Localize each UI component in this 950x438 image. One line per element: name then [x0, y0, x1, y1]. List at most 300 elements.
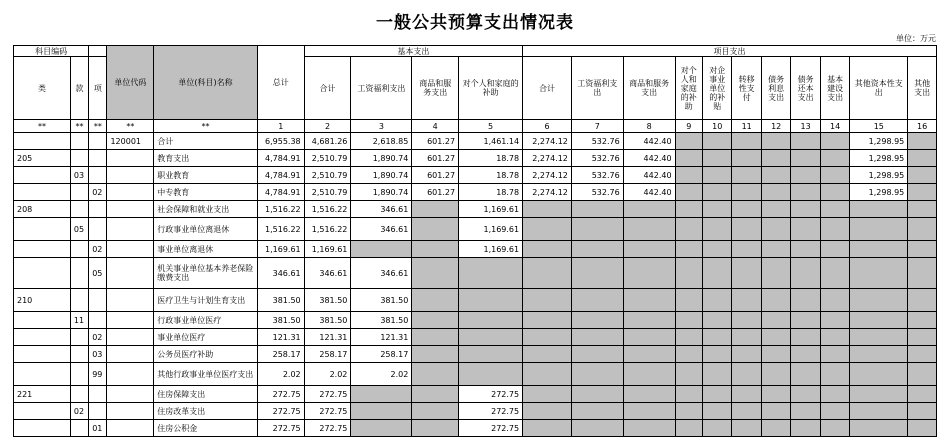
value-cell	[761, 184, 790, 201]
value-cell	[412, 218, 459, 241]
value-cell: 4,784.91	[257, 150, 304, 167]
value-cell	[571, 363, 623, 386]
value-cell	[702, 329, 731, 346]
kind-code-cell: 05	[70, 218, 88, 241]
value-cell	[623, 363, 675, 386]
value-cell	[459, 329, 523, 346]
value-cell	[675, 150, 702, 167]
value-cell	[908, 201, 937, 218]
value-cell	[732, 420, 761, 437]
header-mark: **	[154, 120, 258, 133]
budget-table	[13, 45, 937, 437]
kind-code-cell	[70, 184, 88, 201]
value-cell: 272.75	[304, 403, 351, 420]
header-project-col: 债务还本支出	[791, 57, 820, 120]
value-cell: 532.76	[571, 184, 623, 201]
value-cell	[732, 258, 761, 289]
value-cell: 2.02	[304, 363, 351, 386]
value-cell	[623, 241, 675, 258]
value-cell	[820, 403, 849, 420]
header-project-col: 转移性支付	[732, 57, 761, 120]
value-cell	[412, 363, 459, 386]
value-cell	[761, 241, 790, 258]
value-cell	[675, 403, 702, 420]
value-cell	[571, 420, 623, 437]
header-column-number: 1	[257, 120, 304, 133]
kind-code-cell	[70, 150, 88, 167]
item-code-cell: 02	[89, 329, 107, 346]
value-cell	[571, 312, 623, 329]
value-cell	[820, 150, 849, 167]
value-cell	[732, 150, 761, 167]
value-cell	[908, 289, 937, 312]
unit-name-cell: 医疗卫生与计划生育支出	[154, 289, 258, 312]
value-cell: 18.78	[459, 150, 523, 167]
value-cell	[412, 420, 459, 437]
value-cell	[732, 184, 761, 201]
header-column-number: 11	[732, 120, 761, 133]
value-cell	[412, 201, 459, 218]
value-cell: 442.40	[623, 184, 675, 201]
unit-name-cell: 行政事业单位医疗	[154, 312, 258, 329]
value-cell	[523, 403, 572, 420]
value-cell	[412, 289, 459, 312]
value-cell	[523, 386, 572, 403]
header-mark: **	[14, 120, 71, 133]
value-cell	[850, 386, 908, 403]
unit-name-cell: 教育支出	[154, 150, 258, 167]
class-code-cell	[14, 363, 71, 386]
header-column-number: 4	[412, 120, 459, 133]
value-cell: 2,510.79	[304, 184, 351, 201]
value-cell	[732, 289, 761, 312]
unit-code-cell	[107, 241, 154, 258]
header-column-number: 6	[523, 120, 572, 133]
header-basic-col: 对个人和家庭的补助	[459, 57, 523, 120]
class-code-cell	[14, 184, 71, 201]
value-cell	[702, 218, 731, 241]
value-cell	[791, 403, 820, 420]
header-project-col: 对个人和家庭的补助	[675, 57, 702, 120]
value-cell	[908, 386, 937, 403]
value-cell	[850, 363, 908, 386]
value-cell: 346.61	[304, 258, 351, 289]
value-cell	[523, 420, 572, 437]
value-cell: 272.75	[257, 420, 304, 437]
value-cell	[623, 403, 675, 420]
value-cell	[571, 258, 623, 289]
header-project-col: 其他支出	[908, 57, 937, 120]
value-cell: 2,510.79	[304, 167, 351, 184]
kind-code-cell	[70, 133, 88, 150]
item-code-cell	[89, 312, 107, 329]
value-cell	[761, 363, 790, 386]
value-cell	[702, 312, 731, 329]
value-cell	[702, 363, 731, 386]
value-cell	[732, 167, 761, 184]
value-cell	[908, 150, 937, 167]
value-cell	[791, 420, 820, 437]
table-row	[14, 346, 937, 363]
header-project-col: 工资福利支出	[571, 57, 623, 120]
value-cell	[820, 329, 849, 346]
header-basic-col: 合计	[304, 57, 351, 120]
value-cell: 601.27	[412, 133, 459, 150]
value-cell	[675, 346, 702, 363]
value-cell	[523, 312, 572, 329]
value-cell	[761, 386, 790, 403]
header-project-col: 合计	[523, 57, 572, 120]
value-cell	[675, 289, 702, 312]
value-cell	[791, 289, 820, 312]
value-cell	[820, 184, 849, 201]
value-cell: 1,298.95	[850, 150, 908, 167]
value-cell	[850, 346, 908, 363]
header-project-col: 对企事业单位的补贴	[702, 57, 731, 120]
header-unit-code: 单位代码	[107, 46, 154, 120]
value-cell	[761, 403, 790, 420]
table-row	[14, 241, 937, 258]
item-code-cell: 02	[89, 241, 107, 258]
value-cell	[761, 201, 790, 218]
unit-code-cell	[107, 258, 154, 289]
unit-name-cell: 公务员医疗补助	[154, 346, 258, 363]
header-column-number: 8	[623, 120, 675, 133]
header-column-number: 2	[304, 120, 351, 133]
value-cell	[675, 329, 702, 346]
value-cell	[820, 258, 849, 289]
item-code-cell	[89, 167, 107, 184]
unit-name-cell: 职业教育	[154, 167, 258, 184]
value-cell	[850, 420, 908, 437]
value-cell	[675, 201, 702, 218]
value-cell: 532.76	[571, 167, 623, 184]
value-cell: 532.76	[571, 133, 623, 150]
class-code-cell	[14, 167, 71, 184]
table-row	[14, 363, 937, 386]
item-code-cell	[89, 218, 107, 241]
value-cell: 381.50	[257, 289, 304, 312]
value-cell	[850, 218, 908, 241]
value-cell	[820, 346, 849, 363]
header-project-group: 项目支出	[523, 46, 937, 57]
value-cell	[523, 329, 572, 346]
value-cell	[702, 258, 731, 289]
value-cell: 4,784.91	[257, 184, 304, 201]
value-cell: 1,169.61	[304, 241, 351, 258]
header-project-col: 债务利息支出	[761, 57, 790, 120]
value-cell: 1,461.14	[459, 133, 523, 150]
value-cell	[523, 346, 572, 363]
header-column-number: 5	[459, 120, 523, 133]
kind-code-cell	[70, 329, 88, 346]
item-code-cell	[89, 150, 107, 167]
value-cell: 272.75	[304, 386, 351, 403]
value-cell	[702, 420, 731, 437]
value-cell	[571, 201, 623, 218]
value-cell	[791, 150, 820, 167]
value-cell	[761, 346, 790, 363]
value-cell	[791, 329, 820, 346]
item-code-cell	[89, 403, 107, 420]
value-cell	[791, 218, 820, 241]
value-cell	[623, 289, 675, 312]
value-cell: 1,169.61	[459, 241, 523, 258]
unit-code-cell	[107, 312, 154, 329]
value-cell	[908, 133, 937, 150]
value-cell	[675, 218, 702, 241]
value-cell	[702, 150, 731, 167]
value-cell	[908, 167, 937, 184]
unit-code-cell	[107, 167, 154, 184]
kind-code-cell	[70, 241, 88, 258]
value-cell	[908, 258, 937, 289]
unit-code-cell	[107, 329, 154, 346]
kind-code-cell	[70, 420, 88, 437]
value-cell: 346.61	[351, 218, 412, 241]
value-cell: 2,618.85	[351, 133, 412, 150]
item-code-cell	[89, 133, 107, 150]
value-cell	[791, 312, 820, 329]
value-cell	[908, 403, 937, 420]
value-cell	[850, 403, 908, 420]
unit-code-cell	[107, 386, 154, 403]
value-cell	[702, 346, 731, 363]
class-code-cell	[14, 403, 71, 420]
value-cell: 121.31	[257, 329, 304, 346]
value-cell: 346.61	[257, 258, 304, 289]
value-cell: 2.02	[257, 363, 304, 386]
table-row	[14, 289, 937, 312]
item-code-cell	[89, 201, 107, 218]
header-column-number: 14	[820, 120, 849, 133]
unit-code-cell	[107, 363, 154, 386]
value-cell: 18.78	[459, 167, 523, 184]
value-cell: 1,516.22	[304, 218, 351, 241]
value-cell: 272.75	[257, 386, 304, 403]
value-cell	[702, 167, 731, 184]
value-cell	[675, 167, 702, 184]
kind-code-cell	[70, 386, 88, 403]
value-cell	[675, 241, 702, 258]
value-cell	[459, 363, 523, 386]
header-subject-code: 科目编码	[14, 46, 89, 57]
page-title: 一般公共预算支出情况表	[376, 13, 574, 33]
header-column-number: 10	[702, 120, 731, 133]
value-cell	[761, 289, 790, 312]
header-item: 项	[89, 57, 107, 120]
header-basic-col: 商品和服务支出	[412, 57, 459, 120]
unit-code-cell	[107, 150, 154, 167]
value-cell	[412, 312, 459, 329]
item-code-cell: 03	[89, 346, 107, 363]
value-cell	[732, 241, 761, 258]
item-code-cell: 99	[89, 363, 107, 386]
value-cell	[412, 403, 459, 420]
value-cell: 2,274.12	[523, 184, 572, 201]
value-cell	[702, 289, 731, 312]
class-code-cell	[14, 420, 71, 437]
class-code-cell	[14, 346, 71, 363]
value-cell: 381.50	[304, 289, 351, 312]
value-cell: 1,169.61	[257, 241, 304, 258]
class-code-cell: 205	[14, 150, 71, 167]
value-cell	[523, 201, 572, 218]
unit-name-cell: 社会保障和就业支出	[154, 201, 258, 218]
value-cell	[850, 329, 908, 346]
value-cell	[675, 420, 702, 437]
value-cell	[675, 258, 702, 289]
header-project-col: 其他资本性支出	[850, 57, 908, 120]
header-column-number: 13	[791, 120, 820, 133]
unit-name-cell: 事业单位医疗	[154, 329, 258, 346]
value-cell: 1,169.61	[459, 218, 523, 241]
value-cell: 1,516.22	[304, 201, 351, 218]
unit-name-cell: 住房改革支出	[154, 403, 258, 420]
value-cell: 258.17	[351, 346, 412, 363]
value-cell	[791, 167, 820, 184]
value-cell	[702, 403, 731, 420]
value-cell: 272.75	[459, 420, 523, 437]
value-cell	[908, 184, 937, 201]
header-kind: 款	[70, 57, 88, 120]
kind-code-cell	[70, 363, 88, 386]
unit-code-cell	[107, 184, 154, 201]
value-cell	[623, 386, 675, 403]
value-cell	[908, 329, 937, 346]
value-cell	[761, 258, 790, 289]
table-row	[14, 167, 937, 184]
value-cell	[732, 218, 761, 241]
value-cell	[820, 218, 849, 241]
value-cell	[820, 167, 849, 184]
value-cell	[820, 241, 849, 258]
value-cell	[791, 363, 820, 386]
value-cell: 121.31	[304, 329, 351, 346]
class-code-cell: 208	[14, 201, 71, 218]
unit-code-cell	[107, 346, 154, 363]
value-cell: 346.61	[351, 258, 412, 289]
table-row	[14, 258, 937, 289]
value-cell	[523, 363, 572, 386]
value-cell	[351, 386, 412, 403]
kind-code-cell	[70, 289, 88, 312]
header-unit-name: 单位(科目)名称	[154, 46, 258, 120]
value-cell: 258.17	[304, 346, 351, 363]
value-cell	[412, 258, 459, 289]
value-cell	[702, 201, 731, 218]
unit-code-cell	[107, 289, 154, 312]
value-cell	[732, 386, 761, 403]
value-cell	[732, 312, 761, 329]
value-cell	[732, 403, 761, 420]
value-cell: 18.78	[459, 184, 523, 201]
unit-name-cell: 住房保障支出	[154, 386, 258, 403]
value-cell: 272.75	[304, 420, 351, 437]
value-cell: 2,274.12	[523, 150, 572, 167]
value-cell	[675, 386, 702, 403]
unit-code-cell	[107, 218, 154, 241]
value-cell: 1,890.74	[351, 184, 412, 201]
value-cell: 442.40	[623, 167, 675, 184]
value-cell	[761, 420, 790, 437]
unit-name-cell: 行政事业单位离退休	[154, 218, 258, 241]
value-cell	[791, 133, 820, 150]
table-row	[14, 184, 937, 201]
value-cell	[820, 420, 849, 437]
value-cell	[791, 346, 820, 363]
unit-name-cell: 合计	[154, 133, 258, 150]
value-cell	[702, 133, 731, 150]
header-total: 总计	[257, 46, 304, 120]
value-cell	[675, 133, 702, 150]
kind-code-cell	[70, 258, 88, 289]
value-cell	[351, 403, 412, 420]
value-cell	[791, 386, 820, 403]
value-cell	[412, 386, 459, 403]
table-row	[14, 218, 937, 241]
value-cell	[850, 258, 908, 289]
kind-code-cell: 11	[70, 312, 88, 329]
value-cell	[623, 329, 675, 346]
value-cell	[791, 184, 820, 201]
value-cell	[412, 329, 459, 346]
value-cell: 381.50	[304, 312, 351, 329]
value-cell	[702, 386, 731, 403]
value-cell	[761, 312, 790, 329]
value-cell	[908, 241, 937, 258]
value-cell	[571, 241, 623, 258]
value-cell	[850, 241, 908, 258]
value-cell: 272.75	[459, 403, 523, 420]
value-cell: 272.75	[459, 386, 523, 403]
unit-label: 单位：万元	[896, 34, 936, 43]
value-cell: 272.75	[257, 403, 304, 420]
header-column-number: 16	[908, 120, 937, 133]
unit-name-cell: 中专教育	[154, 184, 258, 201]
table-row	[14, 420, 937, 437]
value-cell: 1,516.22	[257, 218, 304, 241]
value-cell	[623, 201, 675, 218]
value-cell	[908, 346, 937, 363]
table-row	[14, 150, 937, 167]
value-cell: 381.50	[351, 312, 412, 329]
value-cell	[820, 363, 849, 386]
class-code-cell	[14, 241, 71, 258]
value-cell	[732, 133, 761, 150]
item-code-cell: 05	[89, 258, 107, 289]
value-cell	[523, 289, 572, 312]
value-cell	[761, 133, 790, 150]
table-row	[14, 329, 937, 346]
value-cell: 2,274.12	[523, 133, 572, 150]
value-cell	[820, 312, 849, 329]
value-cell: 601.27	[412, 184, 459, 201]
value-cell: 1,890.74	[351, 167, 412, 184]
value-cell: 1,890.74	[351, 150, 412, 167]
value-cell: 1,298.95	[850, 167, 908, 184]
value-cell	[791, 258, 820, 289]
value-cell	[459, 346, 523, 363]
value-cell	[571, 289, 623, 312]
table-row	[14, 386, 937, 403]
table-row	[14, 403, 937, 420]
value-cell	[850, 312, 908, 329]
value-cell	[571, 403, 623, 420]
class-code-cell	[14, 218, 71, 241]
value-cell	[675, 184, 702, 201]
value-cell: 4,681.26	[304, 133, 351, 150]
